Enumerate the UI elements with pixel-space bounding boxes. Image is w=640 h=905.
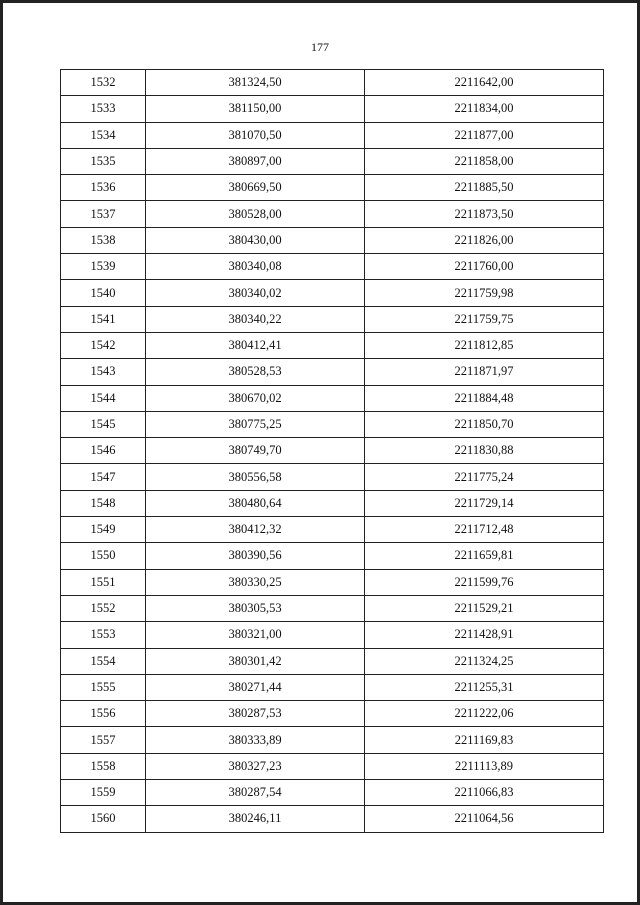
coordinates-table xyxy=(60,69,604,833)
table-row xyxy=(61,438,604,464)
y-coordinate-cell: 2211884,48 xyxy=(365,385,604,411)
x-coordinate-cell: 380246,11 xyxy=(146,806,365,832)
x-coordinate-cell: 380301,42 xyxy=(146,648,365,674)
point-number-cell: 1551 xyxy=(61,569,146,595)
x-coordinate-cell: 380412,41 xyxy=(146,332,365,358)
table-row xyxy=(61,411,604,437)
x-coordinate-cell: 380333,89 xyxy=(146,727,365,753)
y-coordinate-cell: 2211759,98 xyxy=(365,280,604,306)
point-number-cell: 1540 xyxy=(61,280,146,306)
point-number-cell: 1550 xyxy=(61,543,146,569)
x-coordinate-cell: 380528,00 xyxy=(146,201,365,227)
y-coordinate-cell: 2211064,56 xyxy=(365,806,604,832)
y-coordinate-cell: 2211113,89 xyxy=(365,753,604,779)
table-row xyxy=(61,332,604,358)
point-number-cell: 1544 xyxy=(61,385,146,411)
point-number-cell: 1554 xyxy=(61,648,146,674)
table-row xyxy=(61,280,604,306)
x-coordinate-cell: 380271,44 xyxy=(146,674,365,700)
table-row xyxy=(61,727,604,753)
x-coordinate-cell: 380749,70 xyxy=(146,438,365,464)
x-coordinate-cell: 381150,00 xyxy=(146,96,365,122)
y-coordinate-cell: 2211599,76 xyxy=(365,569,604,595)
x-coordinate-cell: 380321,00 xyxy=(146,622,365,648)
x-coordinate-cell: 380327,23 xyxy=(146,753,365,779)
point-number-cell: 1557 xyxy=(61,727,146,753)
table-row xyxy=(61,806,604,832)
x-coordinate-cell: 380390,56 xyxy=(146,543,365,569)
point-number-cell: 1534 xyxy=(61,122,146,148)
y-coordinate-cell: 2211712,48 xyxy=(365,517,604,543)
point-number-cell: 1537 xyxy=(61,201,146,227)
y-coordinate-cell: 2211850,70 xyxy=(365,411,604,437)
y-coordinate-cell: 2211885,50 xyxy=(365,175,604,201)
x-coordinate-cell: 380480,64 xyxy=(146,490,365,516)
point-number-cell: 1548 xyxy=(61,490,146,516)
point-number-cell: 1542 xyxy=(61,332,146,358)
table-row xyxy=(61,306,604,332)
y-coordinate-cell: 2211729,14 xyxy=(365,490,604,516)
scan-border-top xyxy=(0,0,640,3)
point-number-cell: 1543 xyxy=(61,359,146,385)
x-coordinate-cell: 380340,02 xyxy=(146,280,365,306)
x-coordinate-cell: 380528,53 xyxy=(146,359,365,385)
x-coordinate-cell: 380669,50 xyxy=(146,175,365,201)
point-number-cell: 1556 xyxy=(61,701,146,727)
y-coordinate-cell: 2211858,00 xyxy=(365,148,604,174)
point-number-cell: 1538 xyxy=(61,227,146,253)
table-row xyxy=(61,254,604,280)
y-coordinate-cell: 2211775,24 xyxy=(365,464,604,490)
y-coordinate-cell: 2211877,00 xyxy=(365,122,604,148)
point-number-cell: 1552 xyxy=(61,595,146,621)
point-number-cell: 1539 xyxy=(61,254,146,280)
y-coordinate-cell: 2211529,21 xyxy=(365,595,604,621)
y-coordinate-cell: 2211830,88 xyxy=(365,438,604,464)
x-coordinate-cell: 380670,02 xyxy=(146,385,365,411)
point-number-cell: 1558 xyxy=(61,753,146,779)
point-number-cell: 1549 xyxy=(61,517,146,543)
y-coordinate-cell: 2211324,25 xyxy=(365,648,604,674)
point-number-cell: 1536 xyxy=(61,175,146,201)
table-row xyxy=(61,674,604,700)
y-coordinate-cell: 2211659,81 xyxy=(365,543,604,569)
y-coordinate-cell: 2211826,00 xyxy=(365,227,604,253)
y-coordinate-cell: 2211066,83 xyxy=(365,780,604,806)
table-row xyxy=(61,227,604,253)
point-number-cell: 1533 xyxy=(61,96,146,122)
table-row xyxy=(61,385,604,411)
table-row xyxy=(61,122,604,148)
point-number-cell: 1553 xyxy=(61,622,146,648)
point-number-cell: 1545 xyxy=(61,411,146,437)
point-number-cell: 1535 xyxy=(61,148,146,174)
x-coordinate-cell: 380430,00 xyxy=(146,227,365,253)
x-coordinate-cell: 380340,08 xyxy=(146,254,365,280)
table-row xyxy=(61,753,604,779)
table-row xyxy=(61,701,604,727)
x-coordinate-cell: 381070,50 xyxy=(146,122,365,148)
y-coordinate-cell: 2211812,85 xyxy=(365,332,604,358)
table-row xyxy=(61,595,604,621)
table-row xyxy=(61,148,604,174)
point-number-cell: 1532 xyxy=(61,70,146,96)
y-coordinate-cell: 2211169,83 xyxy=(365,727,604,753)
x-coordinate-cell: 380412,32 xyxy=(146,517,365,543)
table-row xyxy=(61,464,604,490)
table-row xyxy=(61,648,604,674)
page-number: 177 xyxy=(311,40,329,54)
y-coordinate-cell: 2211642,00 xyxy=(365,70,604,96)
y-coordinate-cell: 2211428,91 xyxy=(365,622,604,648)
y-coordinate-cell: 2211871,97 xyxy=(365,359,604,385)
point-number-cell: 1546 xyxy=(61,438,146,464)
table-row xyxy=(61,780,604,806)
x-coordinate-cell: 380330,25 xyxy=(146,569,365,595)
point-number-cell: 1547 xyxy=(61,464,146,490)
y-coordinate-cell: 2211222,06 xyxy=(365,701,604,727)
table-row xyxy=(61,517,604,543)
y-coordinate-cell: 2211834,00 xyxy=(365,96,604,122)
x-coordinate-cell: 381324,50 xyxy=(146,70,365,96)
table-row xyxy=(61,543,604,569)
table-row xyxy=(61,569,604,595)
point-number-cell: 1555 xyxy=(61,674,146,700)
x-coordinate-cell: 380287,54 xyxy=(146,780,365,806)
x-coordinate-cell: 380287,53 xyxy=(146,701,365,727)
x-coordinate-cell: 380340,22 xyxy=(146,306,365,332)
table-row xyxy=(61,622,604,648)
point-number-cell: 1559 xyxy=(61,780,146,806)
x-coordinate-cell: 380556,58 xyxy=(146,464,365,490)
y-coordinate-cell: 2211873,50 xyxy=(365,201,604,227)
table-row xyxy=(61,359,604,385)
x-coordinate-cell: 380305,53 xyxy=(146,595,365,621)
y-coordinate-cell: 2211759,75 xyxy=(365,306,604,332)
point-number-cell: 1560 xyxy=(61,806,146,832)
table-row xyxy=(61,96,604,122)
table-row xyxy=(61,201,604,227)
x-coordinate-cell: 380897,00 xyxy=(146,148,365,174)
point-number-cell: 1541 xyxy=(61,306,146,332)
coordinates-table-body xyxy=(61,70,604,833)
scan-border-left xyxy=(0,0,3,905)
table-row xyxy=(61,490,604,516)
table-row xyxy=(61,175,604,201)
y-coordinate-cell: 2211760,00 xyxy=(365,254,604,280)
x-coordinate-cell: 380775,25 xyxy=(146,411,365,437)
y-coordinate-cell: 2211255,31 xyxy=(365,674,604,700)
table-row xyxy=(61,70,604,96)
